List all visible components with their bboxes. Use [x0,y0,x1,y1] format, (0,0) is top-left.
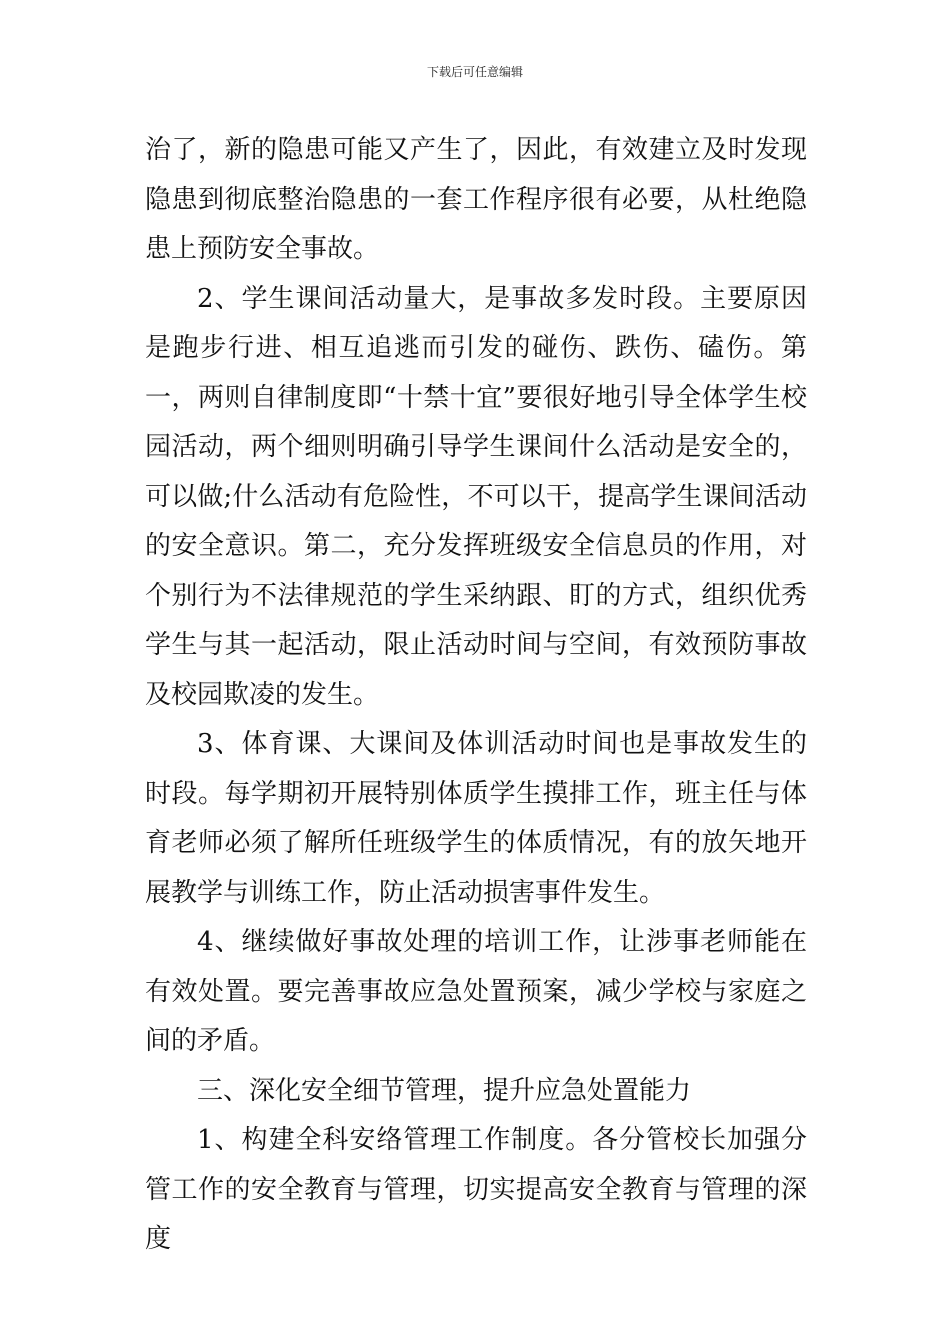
paragraph-item-1: 1、构建全科安络管理工作制度。各分管校长加强分管工作的安全教育与管理，切实提高安全教育与管理的深度 [145,1125,807,1254]
paragraph-item-2: 2、学生课间活动量大，是事故多发时段。主要原因是跑步行进、相互追逃而引发的碰伤、跌伤、磕伤。第一，两则自律制度即“十禁十宜”要很好地引导全体学生校园活动，两个细则明确引导学生课间什么活动是安全的，可以做;什么活动有危险性，不可以干，提高学生课间活动的安全意识。第二，充分发挥班级安全信息员的作用，对个别行为不法律规范的学生采纳跟、盯的方式，组织优秀学生与其一起活动，限止活动时间与空间，有效预防事故及校园欺凌的发生。 [145,283,807,710]
document-body [145,126,807,1265]
paragraph-continuation: 治了，新的隐患可能又产生了，因此，有效建立及时发现隐患到彻底整治隐患的一套工作程序很有必要，从杜绝隐患上预防安全事故。 [145,135,807,264]
section-heading: 三、深化安全细节管理，提升应急处置能力 [197,1075,692,1106]
page-header: 下载后可任意编辑 [426,65,523,79]
paragraph-item-4: 4、继续做好事故处理的培训工作，让涉事老师能在有效处置。要完善事故应急处置预案，减少学校与家庭之间的矛盾。 [145,927,807,1056]
paragraph-item-3: 3、体育课、大课间及体训活动时间也是事故发生的时段。每学期初开展特别体质学生摸排工作，班主任与体育老师必须了解所任班级学生的体质情况，有的放矢地开展教学与训练工作，防止活动损害事件发生。 [145,729,807,908]
